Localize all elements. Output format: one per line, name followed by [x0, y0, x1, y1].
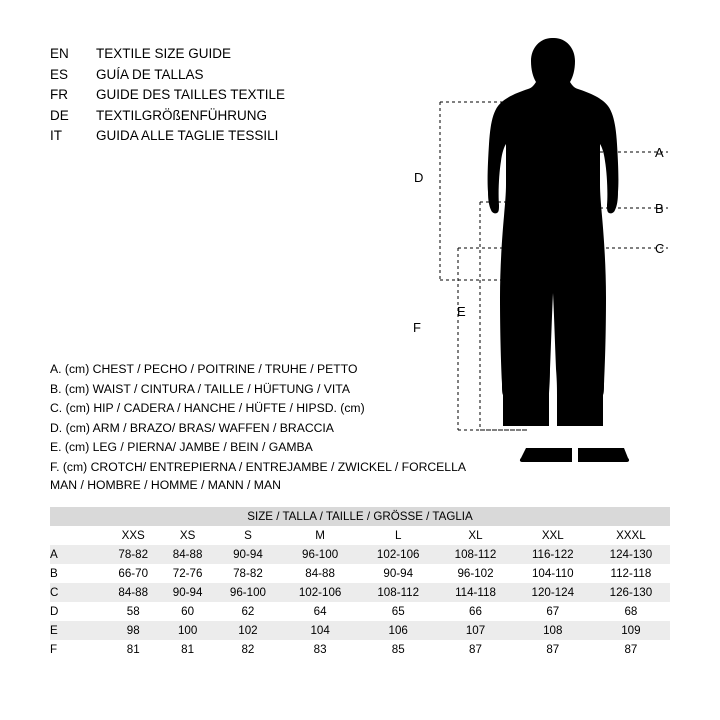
table-cell: 87 — [592, 640, 670, 659]
table-cell: 108-112 — [359, 583, 437, 602]
table-cell: 87 — [514, 640, 592, 659]
table-row — [50, 640, 670, 659]
table-cell: 96-100 — [215, 583, 281, 602]
table-cell: 85 — [359, 640, 437, 659]
table-row — [50, 583, 670, 602]
column-header-l: L — [359, 526, 437, 545]
table-cell: 108-112 — [437, 545, 513, 564]
figure-label-e: E — [457, 304, 466, 319]
column-header-xxl: XXL — [514, 526, 592, 545]
language-row — [50, 126, 285, 147]
language-code: IT — [50, 128, 62, 143]
legend-item: C. (cm) HIP / CADERA / HANCHE / HÜFTE / HIPSD. (cm) — [50, 401, 365, 416]
table-cell: 66 — [437, 602, 513, 621]
table-cell: 81 — [160, 640, 214, 659]
size-table — [50, 507, 670, 659]
column-header-xl: XL — [437, 526, 513, 545]
table-row — [50, 545, 670, 564]
table-cell: 102-106 — [359, 545, 437, 564]
table-cell: 116-122 — [514, 545, 592, 564]
size-table-wrapper — [50, 507, 670, 659]
row-label: C — [50, 583, 106, 602]
legend-item: A. (cm) CHEST / PECHO / POITRINE / TRUHE / PETTO — [50, 362, 358, 376]
table-cell: 112-118 — [592, 564, 670, 583]
table-cell: 106 — [359, 621, 437, 640]
language-row — [50, 44, 285, 65]
language-code: ES — [50, 66, 69, 82]
table-cell: 98 — [106, 621, 160, 640]
legend-item: D. (cm) ARM / BRAZO/ BRAS/ WAFFEN / BRACCIA — [50, 420, 334, 435]
language-title-block — [50, 44, 285, 147]
table-cell: 64 — [281, 602, 359, 621]
language-title: TEXTILGRÖßENFÜHRUNG — [96, 107, 268, 123]
column-header-xxxl: XXXL — [592, 526, 670, 545]
language-code: FR — [50, 87, 68, 102]
table-cell: 78-82 — [106, 545, 160, 564]
table-cell: 108 — [514, 621, 592, 640]
table-corner-cell — [50, 526, 106, 545]
figure-label-a: A — [655, 145, 664, 160]
figure-label-b: B — [655, 201, 664, 216]
table-cell: 109 — [592, 621, 670, 640]
row-label: E — [50, 621, 106, 640]
table-cell: 90-94 — [160, 583, 214, 602]
table-cell: 96-102 — [437, 564, 513, 583]
table-row — [50, 621, 670, 640]
table-cell: 102 — [215, 621, 281, 640]
row-label: B — [50, 564, 106, 583]
table-row — [50, 564, 670, 583]
table-cell: 84-88 — [160, 545, 214, 564]
table-cell: 114-118 — [437, 583, 513, 602]
table-cell: 120-124 — [514, 583, 592, 602]
table-cell: 72-76 — [160, 564, 214, 583]
table-title-row — [50, 507, 670, 526]
table-cell: 60 — [160, 602, 214, 621]
column-header-s: S — [215, 526, 281, 545]
table-cell: 67 — [514, 602, 592, 621]
column-header-xs: XS — [160, 526, 214, 545]
table-cell: 66-70 — [106, 564, 160, 583]
column-header-m: M — [281, 526, 359, 545]
legend-item: E. (cm) LEG / PIERNA/ JAMBE / BEIN / GAMBA — [50, 440, 313, 455]
body-measurement-diagram — [400, 30, 700, 480]
table-cell: 90-94 — [215, 545, 281, 564]
legend-gender-note: MAN / HOMBRE / HOMME / MANN / MAN — [50, 478, 281, 492]
table-cell: 82 — [215, 640, 281, 659]
legend-item: B. (cm) WAIST / CINTURA / TAILLE / HÜFTUNG / VITA — [50, 381, 350, 396]
column-header-xxs: XXS — [106, 526, 160, 545]
language-title: GUIDE DES TAILLES TEXTILE — [96, 87, 286, 102]
table-title-cell: SIZE / TALLA / TAILLE / GRÖSSE / TAGLIA — [50, 507, 670, 526]
table-cell: 87 — [437, 640, 513, 659]
table-cell: 100 — [160, 621, 214, 640]
figure-label-d: D — [414, 170, 424, 185]
table-cell: 102-106 — [281, 583, 359, 602]
row-label: F — [50, 640, 106, 659]
language-title: TEXTILE SIZE GUIDE — [96, 46, 232, 61]
figure-label-c: C — [655, 241, 665, 256]
table-cell: 68 — [592, 602, 670, 621]
table-cell: 78-82 — [215, 564, 281, 583]
table-cell: 107 — [437, 621, 513, 640]
language-row — [50, 65, 285, 86]
table-cell: 104 — [281, 621, 359, 640]
table-cell: 96-100 — [281, 545, 359, 564]
legend-item: F. (cm) CROTCH/ ENTREPIERNA / ENTREJAMBE / ZWICKEL / FORCELLA — [50, 459, 466, 474]
language-row — [50, 85, 285, 106]
table-cell: 84-88 — [281, 564, 359, 583]
table-row — [50, 602, 670, 621]
language-title: GUIDA ALLE TAGLIE TESSILI — [96, 128, 279, 143]
table-cell: 81 — [106, 640, 160, 659]
language-title: GUÍA DE TALLAS — [96, 66, 204, 82]
table-cell: 126-130 — [592, 583, 670, 602]
table-cell: 58 — [106, 602, 160, 621]
table-cell: 84-88 — [106, 583, 160, 602]
table-cell: 104-110 — [514, 564, 592, 583]
row-label: A — [50, 545, 106, 564]
language-code: DE — [50, 107, 69, 123]
table-cell: 124-130 — [592, 545, 670, 564]
table-cell: 62 — [215, 602, 281, 621]
language-row — [50, 106, 285, 127]
table-cell: 83 — [281, 640, 359, 659]
table-column-header-row — [50, 526, 670, 545]
table-cell: 65 — [359, 602, 437, 621]
figure-label-f: F — [413, 320, 421, 335]
row-label: D — [50, 602, 106, 621]
language-code: EN — [50, 46, 69, 61]
table-cell: 90-94 — [359, 564, 437, 583]
